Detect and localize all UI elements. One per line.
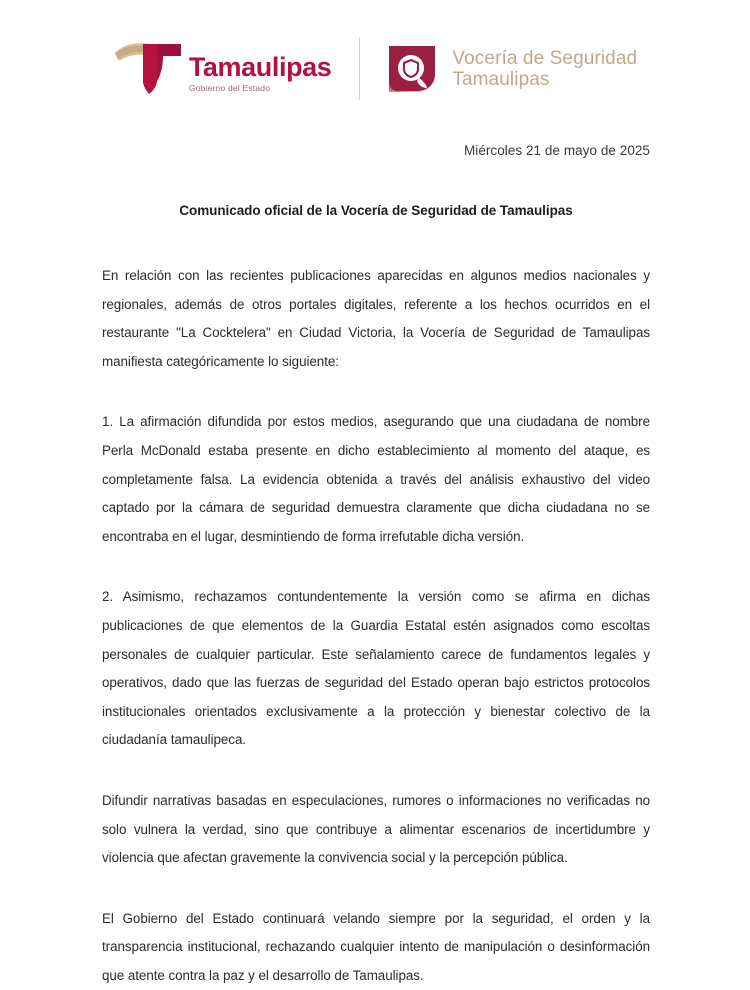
voceria-wordmark-line2: Tamaulipas bbox=[452, 69, 550, 90]
paragraph-closing: El Gobierno del Estado continuará velando siempre por la seguridad, el orden y la transparencia institucional, rechazando cualquier intento de manipulación o desinformación que atente contra la paz y el desarrollo de Tamaulipas. bbox=[102, 910, 650, 983]
voceria-seguridad-logo bbox=[386, 38, 637, 100]
document-header bbox=[0, 30, 750, 108]
voceria-wordmark bbox=[452, 48, 637, 91]
tamaulipas-wordmark-name: Tamaulipas bbox=[188, 51, 332, 82]
paragraph-point-1: 1. La afirmación difundida por estos medios, asegurando que una ciudadana de nombre Perla McDonald estaba presente en dicho establecimiento al momento del ataque, es completamente falsa. La evidencia obtenida a través del análisis exhaustivo del video captado por la cámara de seguridad demuestra claramente que dicha ciudadana no se encontraba en el lugar, desmintiendo de forma irrefutable dicha versión. bbox=[102, 414, 650, 544]
paragraph-intro: En relación con las recientes publicaciones aparecidas en algunos medios nacionales y regionales, además de otros portales digitales, referente a los hechos ocurridos en el restaurante "La Cocktelera" en Ciudad Victoria, la Vocería de Seguridad de Tamaulipas manifiesta categóricamente lo siguiente: bbox=[102, 268, 650, 369]
voceria-wordmark-line1: Vocería de Seguridad bbox=[452, 47, 638, 69]
paragraph-point-2: 2. Asimismo, rechazamos contundentemente la versión como se afirma en dichas publicaciones de que elementos de la Guardia Estatal estén asignados como escoltas personales de cualquier particular. Este señalamiento carece de fundamentos legales y operativos, dado que las fuerzas de seguridad del Estado operan bajo estrictos protocolos institucionales orientados exclusivamente a la protección y bienestar colectivo de la ciudadanía tamaulipeca. bbox=[102, 589, 650, 748]
tamaulipas-t-emblem-icon bbox=[113, 40, 187, 98]
tamaulipas-wordmark bbox=[189, 46, 332, 93]
logo-divider-icon bbox=[359, 38, 360, 100]
page-title: Comunicado oficial de la Vocería de Seguridad de Tamaulipas bbox=[179, 203, 573, 218]
tamaulipas-government-logo bbox=[113, 38, 332, 100]
voceria-shield-bubble-icon bbox=[386, 43, 438, 95]
document-body bbox=[102, 262, 650, 990]
tamaulipas-wordmark-tagline: Gobierno del Estado bbox=[188, 82, 271, 93]
document-date: Miércoles 21 de mayo de 2025 bbox=[463, 143, 650, 158]
paragraph-misinformation-warning: Difundir narrativas basadas en especulaciones, rumores o informaciones no verificadas no solo vulnera la verdad, sino que contribuye a alimentar escenarios de incertidumbre y violencia que afectan gravemente la convivencia social y la percepción pública. bbox=[102, 792, 650, 866]
